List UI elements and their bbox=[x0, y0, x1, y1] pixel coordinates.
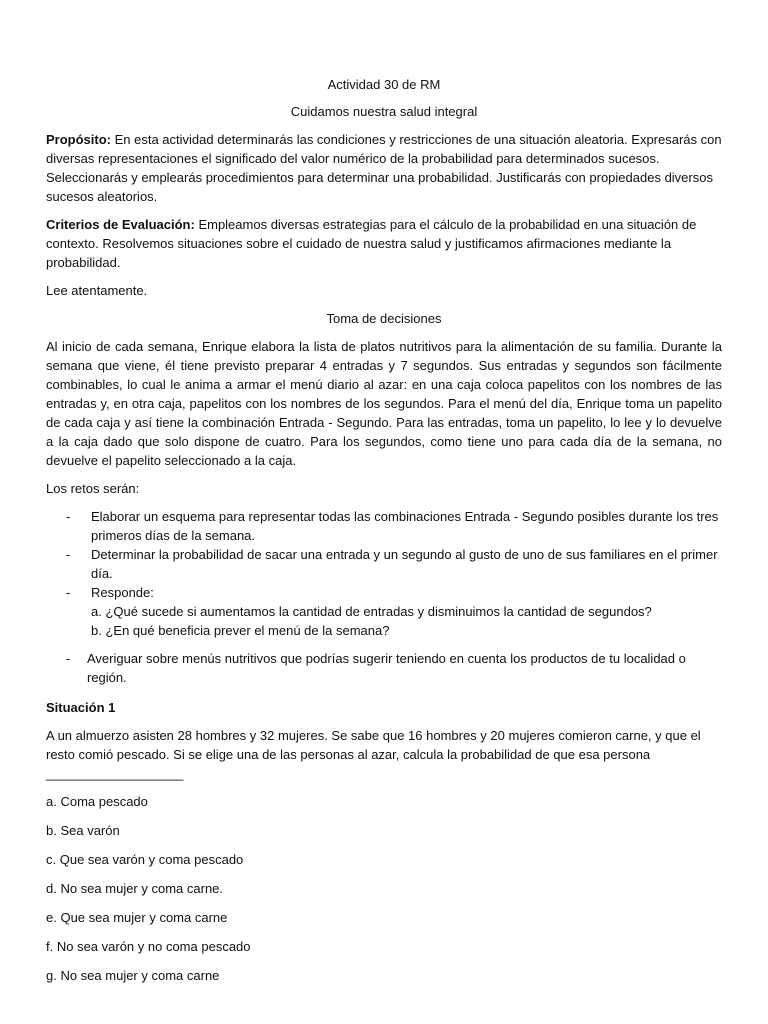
criterios-text: Empleamos diversas estrategias para el cálculo de la probabilidad en una situación de contexto. Resolvemos situaciones sobre el cuidado de nuestra salud y justificamos afirmaciones mediante la probabilidad. bbox=[46, 217, 697, 270]
list-item bbox=[46, 583, 722, 640]
option-item: g. No sea mujer y coma carne bbox=[46, 968, 220, 983]
reto-text: Averiguar sobre menús nutritivos que podrías sugerir teniendo en cuenta los productos de tu localidad o región. bbox=[87, 651, 686, 685]
bullet-dash: - bbox=[66, 547, 71, 562]
bullet-dash: - bbox=[66, 509, 71, 524]
option-item: e. Que sea mujer y coma carne bbox=[46, 910, 228, 925]
option-item: f. No sea varón y no coma pescado bbox=[46, 939, 251, 954]
situacion-title: Situación 1 bbox=[46, 700, 116, 715]
option-item: c. Que sea varón y coma pescado bbox=[46, 852, 244, 867]
responde-sub-b: b. ¿En qué beneficia prever el menú de la semana? bbox=[91, 623, 390, 638]
situacion-text: A un almuerzo asisten 28 hombres y 32 mujeres. Se sabe que 16 hombres y 20 mujeres comieron carne, y que el resto comió pescado. Si se elige una de las personas al azar, calcula la probabilidad de que esa persona ___________________ bbox=[46, 728, 701, 781]
option-item: a. Coma pescado bbox=[46, 794, 148, 809]
proposito-label: Propósito: bbox=[46, 132, 111, 147]
reto-text: Responde: bbox=[91, 585, 154, 600]
toma-decisiones-text: Al inicio de cada semana, Enrique elabora la lista de platos nutritivos para la alimentación de su familia. Durante la semana que viene, él tiene previsto preparar 4 entradas y 7 segundos. Sus entradas y segundos son fácilmente combinables, lo cual le anima a armar el menú diario al azar: en una caja coloca papelitos con los nombres de las entradas y, en otra caja, papelitos con los nombres de los segundos. Para el menú del día, Enrique toma un papelito de cada caja y así tiene la combinación Entrada - Segundo. Para las entradas, toma un papelito, lo lee y lo devuelve a la caja dado que solo dispone de cuatro. Para los segundos, como tiene uno para cada día de la semana, no devuelve el papelito seleccionado a la caja. bbox=[46, 339, 722, 468]
list-item bbox=[46, 507, 722, 545]
option-item: b. Sea varón bbox=[46, 823, 120, 838]
responde-sub-a: a. ¿Qué sucede si aumentamos la cantidad de entradas y disminuimos la cantidad de segundos? bbox=[91, 604, 652, 619]
proposito-text: En esta actividad determinarás las condiciones y restricciones de una situación aleatoria. Expresarás con diversas representaciones el significado del valor numérico de la probabilidad para determinados sucesos. Seleccionarás y emplearás procedimientos para determinar una probabilidad. Justificarás con propiedades diversos sucesos aleatorios. bbox=[46, 132, 722, 204]
document-title: Actividad 30 de RM bbox=[327, 77, 441, 92]
reto-text: Elaborar un esquema para representar todas las combinaciones Entrada - Segundo posibles durante los tres primeros días de la semana. bbox=[91, 509, 719, 543]
retos-list bbox=[46, 507, 722, 640]
document-subtitle: Cuidamos nuestra salud integral bbox=[290, 104, 478, 119]
reto-text: Determinar la probabilidad de sacar una entrada y un segundo al gusto de uno de sus familiares en el primer día. bbox=[91, 547, 718, 581]
retos-title: Los retos serán: bbox=[46, 481, 140, 496]
bullet-dash: - bbox=[66, 651, 71, 666]
last-reto bbox=[46, 649, 722, 687]
lee-atentamente: Lee atentamente. bbox=[46, 283, 148, 298]
proposito-paragraph bbox=[46, 130, 722, 206]
list-item bbox=[46, 545, 722, 583]
toma-decisiones-title: Toma de decisiones bbox=[326, 311, 442, 326]
criterios-paragraph bbox=[46, 215, 722, 272]
option-item: d. No sea mujer y coma carne. bbox=[46, 881, 224, 896]
bullet-dash: - bbox=[66, 585, 71, 600]
criterios-label: Criterios de Evaluación: bbox=[46, 217, 195, 232]
